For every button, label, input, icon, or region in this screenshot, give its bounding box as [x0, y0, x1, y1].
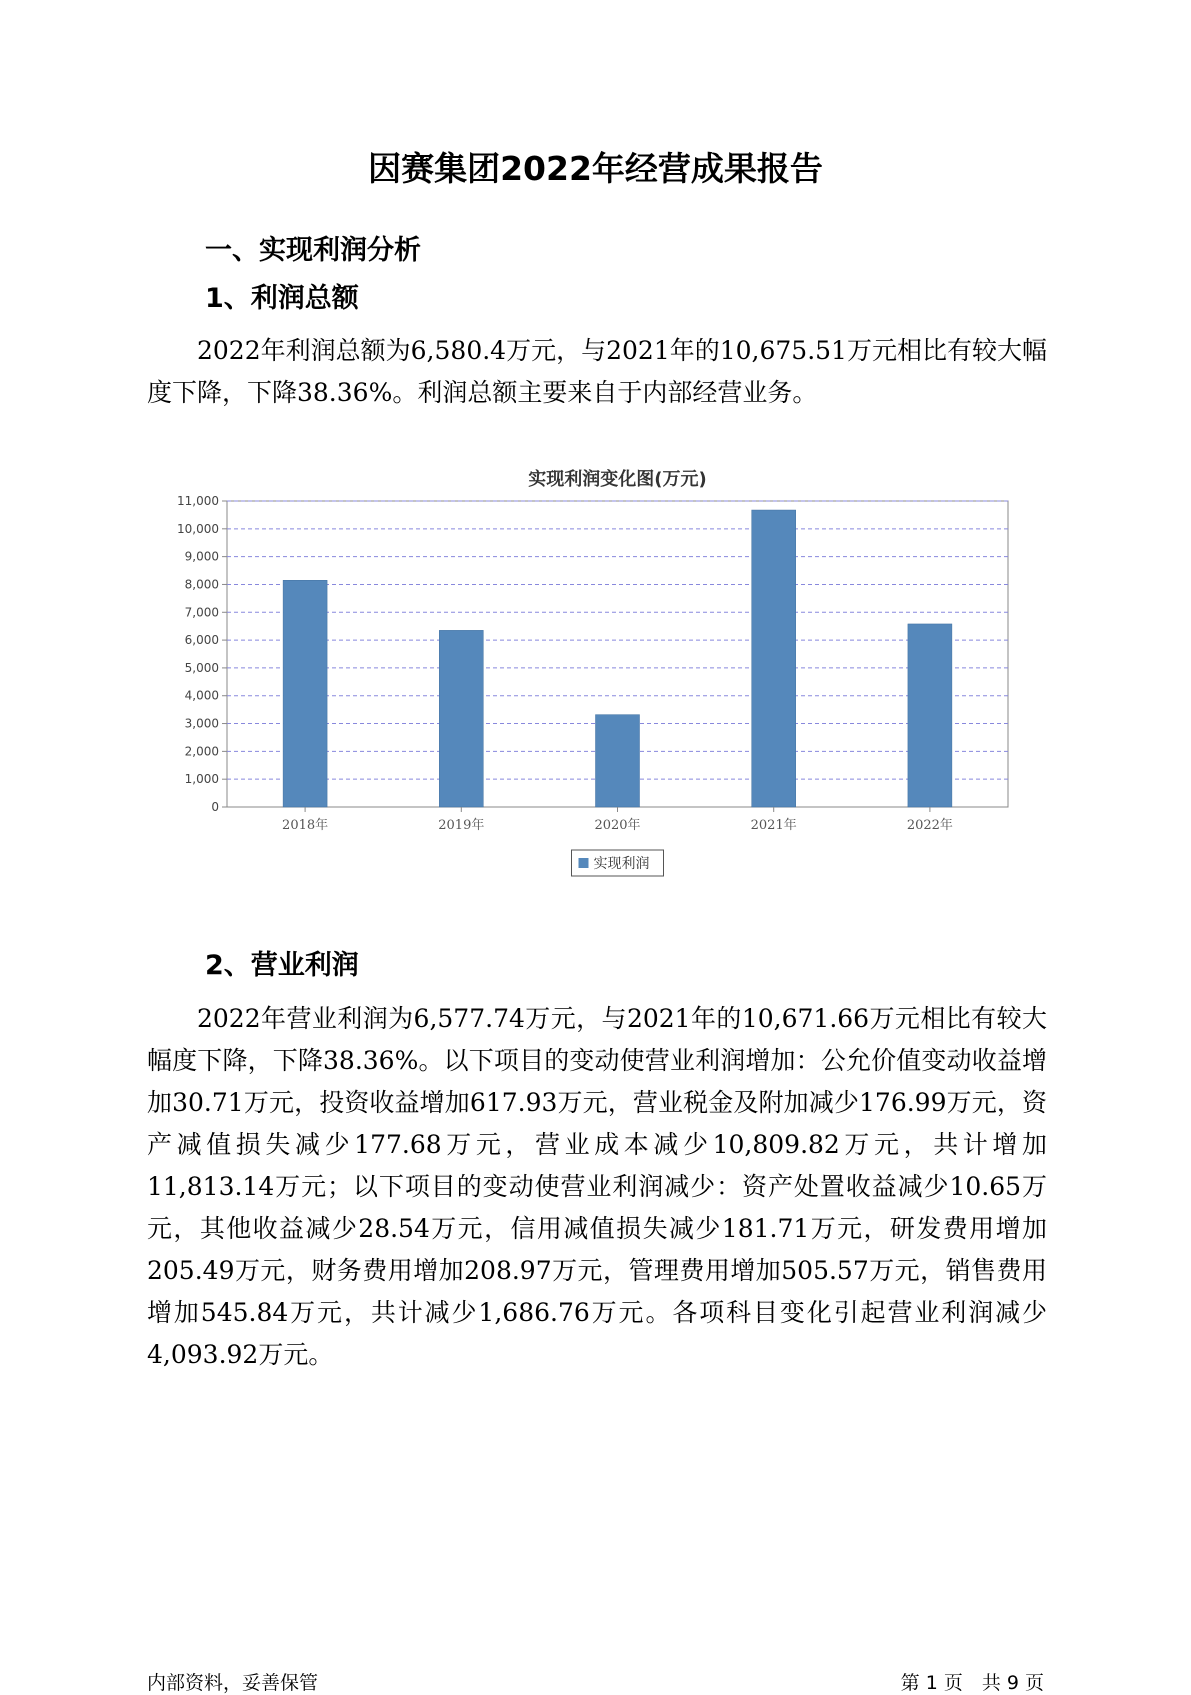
document-title: 因赛集团2022年经营成果报告 [368, 149, 823, 188]
profit-bar-chart [140, 455, 1040, 895]
subsection-heading-operating-profit: 2、营业利润 [205, 950, 359, 981]
chart-title: 实现利润变化图(万元) [528, 469, 707, 490]
bar [908, 624, 952, 807]
y-tick-label: 9,000 [184, 549, 219, 564]
x-tick-label: 2021年 [750, 818, 797, 833]
x-tick-label: 2018年 [282, 818, 329, 833]
x-tick-label: 2019年 [438, 818, 485, 833]
x-tick-label: 2020年 [594, 818, 641, 833]
section-heading-profit-analysis: 一、实现利润分析 [205, 235, 421, 266]
footer-page-number: 第 1 页 共 9 页 [900, 1672, 1044, 1694]
bar [596, 715, 640, 807]
legend-swatch [579, 858, 589, 868]
y-tick-label: 4,000 [184, 688, 219, 703]
y-tick-label: 8,000 [184, 577, 219, 592]
footer-confidential-note: 内部资料，妥善保管 [147, 1672, 319, 1694]
y-tick-label: 5,000 [184, 660, 219, 675]
y-tick-label: 0 [211, 800, 219, 814]
y-tick-label: 11,000 [177, 494, 219, 508]
operating-profit-paragraph: 2022年营业利润为6,577.74万元，与2021年的10,671.66万元相比有较大幅度下降，下降38.36%。以下项目的变动使营业利润增加：公允价值变动收益增加30.71万元，投资收益增加617.93万元，营业税金及附加减少176.99万元，资产减值损失减少177.68万元，营业成本减少10,809.82万元，共计增加11,813.14万元；以下项目的变动使营业利润减少：资产处置收益减少10.65万元，其他收益减少28.54万元，信用减值损失减少181.71万元，研发费用增加205.49万元，财务费用增加208.97万元，管理费用增加505.57万元，销售费用增加545.84万元，共计减少1,686.76万元。各项科目变化引起营业利润减少4,093.92万元。 [147, 1004, 1047, 1369]
y-tick-label: 3,000 [184, 716, 219, 731]
legend-label: 实现利润 [593, 856, 650, 872]
subsection-heading-total-profit: 1、利润总额 [205, 283, 359, 314]
y-tick-label: 2,000 [184, 744, 219, 759]
y-tick-label: 7,000 [184, 605, 219, 620]
y-tick-label: 6,000 [184, 633, 219, 648]
bar [439, 630, 483, 807]
y-tick-label: 1,000 [184, 772, 219, 787]
x-tick-label: 2022年 [906, 818, 953, 833]
total-profit-paragraph: 2022年利润总额为6,580.4万元，与2021年的10,675.51万元相比有较大幅度下降，下降38.36%。利润总额主要来自于内部经营业务。 [147, 336, 1047, 407]
y-tick-label: 10,000 [177, 521, 219, 536]
bar [283, 580, 327, 807]
bar [752, 510, 796, 807]
